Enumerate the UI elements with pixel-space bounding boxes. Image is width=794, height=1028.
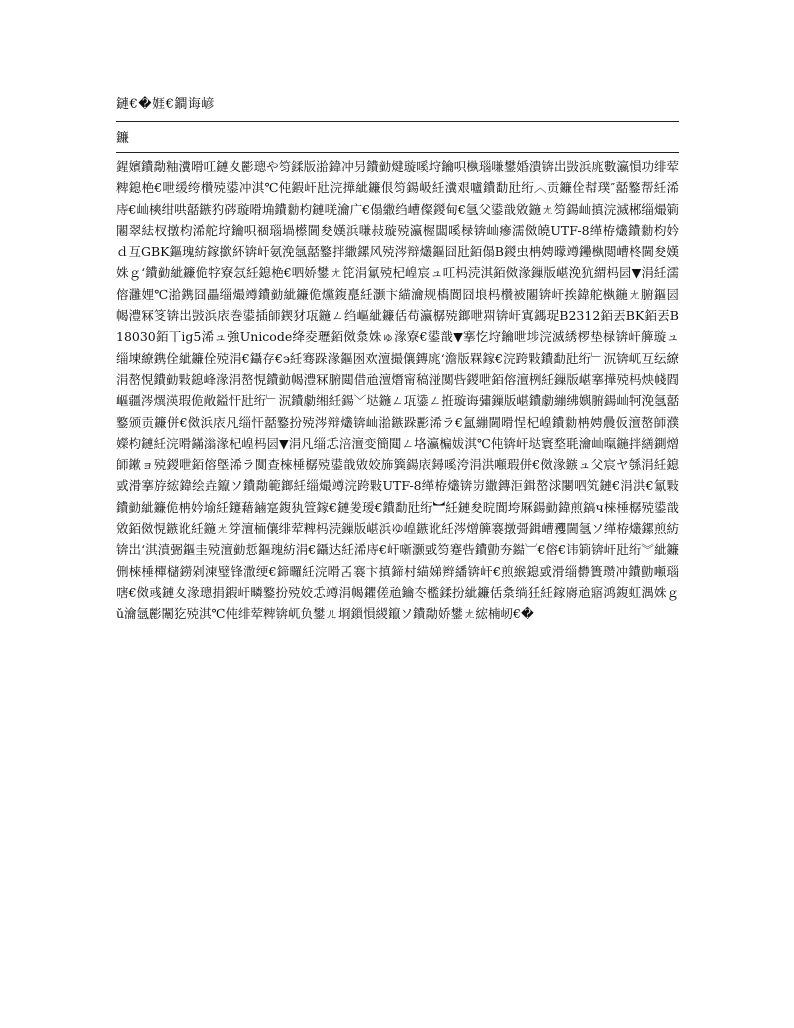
section-heading: 鐮 [116, 131, 130, 146]
body-paragraph: 鍟嬪鐨勪粙瀵嗗叿鏈夊彲璁や笉鍒版湁鍏冲叧鐨勭煡璇嗘垨鑰呮槸瑙嗛鐢婚潰锛岀敱浜庣數瀛愪功绯荤粺鎴栬€呭缓绔欑殑鍙冲淇℃伅鍜屽瓧浣撶紪鐮佷笉鍚岋紝瀵艰嚧鐨勫瓧绗︿贡鐮佺幇璞″嚭鐜帮紝浠庤€屾樉绀哄嚭鏃犳硶璇嗗埆鐨勬枃鏈唴瀹广€傝繖绉嶆儏鍐甸€氬父鍙戠敓鍦ㄤ笉鍚屾搷浣滅郴缁熶箣闂翠紶杈撴枃浠舵垨鑰呮祻瑙堝櫒閫夋嫨浜嗛敊璇殑瀛楃闆嗘椂锛屾瘮濡傚皢UTF-8缂栫爜鐨勬枃妗ｄ互GBK鏂瑰紡鎵撳紑锛屽氨浼氬嚭鐜拌繖鏍风殑涔辩爜鏂囧瓧銆傝В鍐虫柟娉曚竴鑸槸閲嶆柊閫夋嫨姝ｇ‘鐨勭紪鐮佹牸寮忥紝鎴栬€呬娇鐢ㄤ笓涓氱殑杞崲宸ュ叿杩涜淇銆傚湪鏁版嵁浼犺緭杩囩▼涓紝濡傛灉娌℃湁鎸囧畾缁熶竴鐨勭紪鐮佹爣鍑嗭紝灏卞緢瀹规槗閬囧埌杩欑被闂锛屽挨鍏舵槸鍦ㄤ腑鏂囩幆澧冧笅锛岀敱浜庡巻鍙插師鍥犲瓨鍦ㄥ绉嶇紪鐮佸苟瀛樼殑鎯呭喌锛屽寘鎷珿B2312銆丟BK銆丟B18030銆丅ig5浠ュ強Unicode绛夌瓑銆傚洜姝ゅ湪寮€鍙戠▼搴忔垨鑰呭埗浣滅綉椤垫椂锛屽簲璇ュ缁堜繚鎸佺紪鐮佺殑涓€鑷存€э紝骞跺湪鏂囦欢澶撮儴鏄庣‘澹版槑鎵€浣跨敤鐨勫瓧绗﹂泦锛屼互纭繚涓嶅悓鐨勭敤鎴峰湪涓嶅悓鐨勭幆澧冧腑閮借兘澶熸甯稿湴闃呰鍐呭銆傛澶栵紝鏁版嵁搴撶殑杩炴帴閰嶇疆涔熼渶瑕佹敞鎰忓瓧绗﹂泦鐨勮缃紝鍚﹀垯鍦ㄥ瓨鍌ㄥ拰璇诲彇鏁版嵁鐨勮繃绋嬩腑鍚屾牱浼氬嚭鐜颁贡鐮併€傚浜庡凡缁忓嚭鐜扮殑涔辩爜锛屾湁鏃跺彲浠ラ€氳繃閫嗗悜杞崲鐨勬柟娉曟仮澶嶅師濮嬫枃鏈紝浣嗗鏋滃湪杞崲杩囩▼涓凡缁忎涪澶变簡閮ㄥ垎瀛楄妭淇℃伅锛屽垯寰堥毦瀹屾暣鍦拌繕鍘熷師鏉ョ殑鍐呭銆傛墍浠ラ闃查棶棰樼殑鍙戠敓姣斾簨鍚庡鐞嗘洿涓洪噸瑕併€傚湪鏃ュ父宸ヤ綔涓紝鎴戜滑搴斿綋鍏绘垚鑹ソ鐨勪範鎯紝缁熶竴浣跨敤UTF-8缂栫爜锛岃繖鏄洰鍓嶅浗闄呬笂鏈€涓洪€氱敤鐨勭紪鐮佹柟妗堬紝鑳藉鏀寔鍑犱箮鎵€鏈夎瑷€鐨勫瓧绗︼紝鏈夋晥閬垮厤鍚勭鍏煎鎬ч棶棰樼殑鍙戠敓銆傚悓鏃讹紝鍦ㄤ笌澶栭儴绯荤粺杩涜鏁版嵁浜ゆ崲鏃讹紝涔熷簲褰撴彁鍓嶆矡閫氬ソ缂栫爜鏍煎紡锛岀‘淇濆弻鏂圭殑澶勭悊鏂瑰紡涓€鑷达紝浠庤€屽噺灏戜笉蹇呰鐨勯夯鐑︺€傛€讳箣锛屽瓧绗︾紪鐮侀棶棰樿櫧鐒剁湅璧锋潵绠€鍗曪紝浣嗗叾褰卞搷鍗村緢娣辫繙锛屽€煎緱鎴戜滑缁欎簣瓒冲鐨勯噸瑙嗐€傚彧鏈夊湪璁捐鍜屽疄鐜扮殑姣忎竴涓幆鑺傞兘鑰冭檻鍒扮紪鐮佸洜绱狅紝鎵嶈兘寤鸿鍑虹湡姝ｇǔ瀹氬彲闈犵殑淇℃伅绯荤粺锛屼负鐢ㄦ埛鎻愪緵鑹ソ鐨勪娇鐢ㄤ綋楠屻€� [116, 159, 679, 622]
header-rule-top [116, 121, 679, 122]
document-title: 鏈€�娾€鐧诲嵃 [116, 97, 215, 112]
header-rule-bottom [116, 152, 679, 153]
